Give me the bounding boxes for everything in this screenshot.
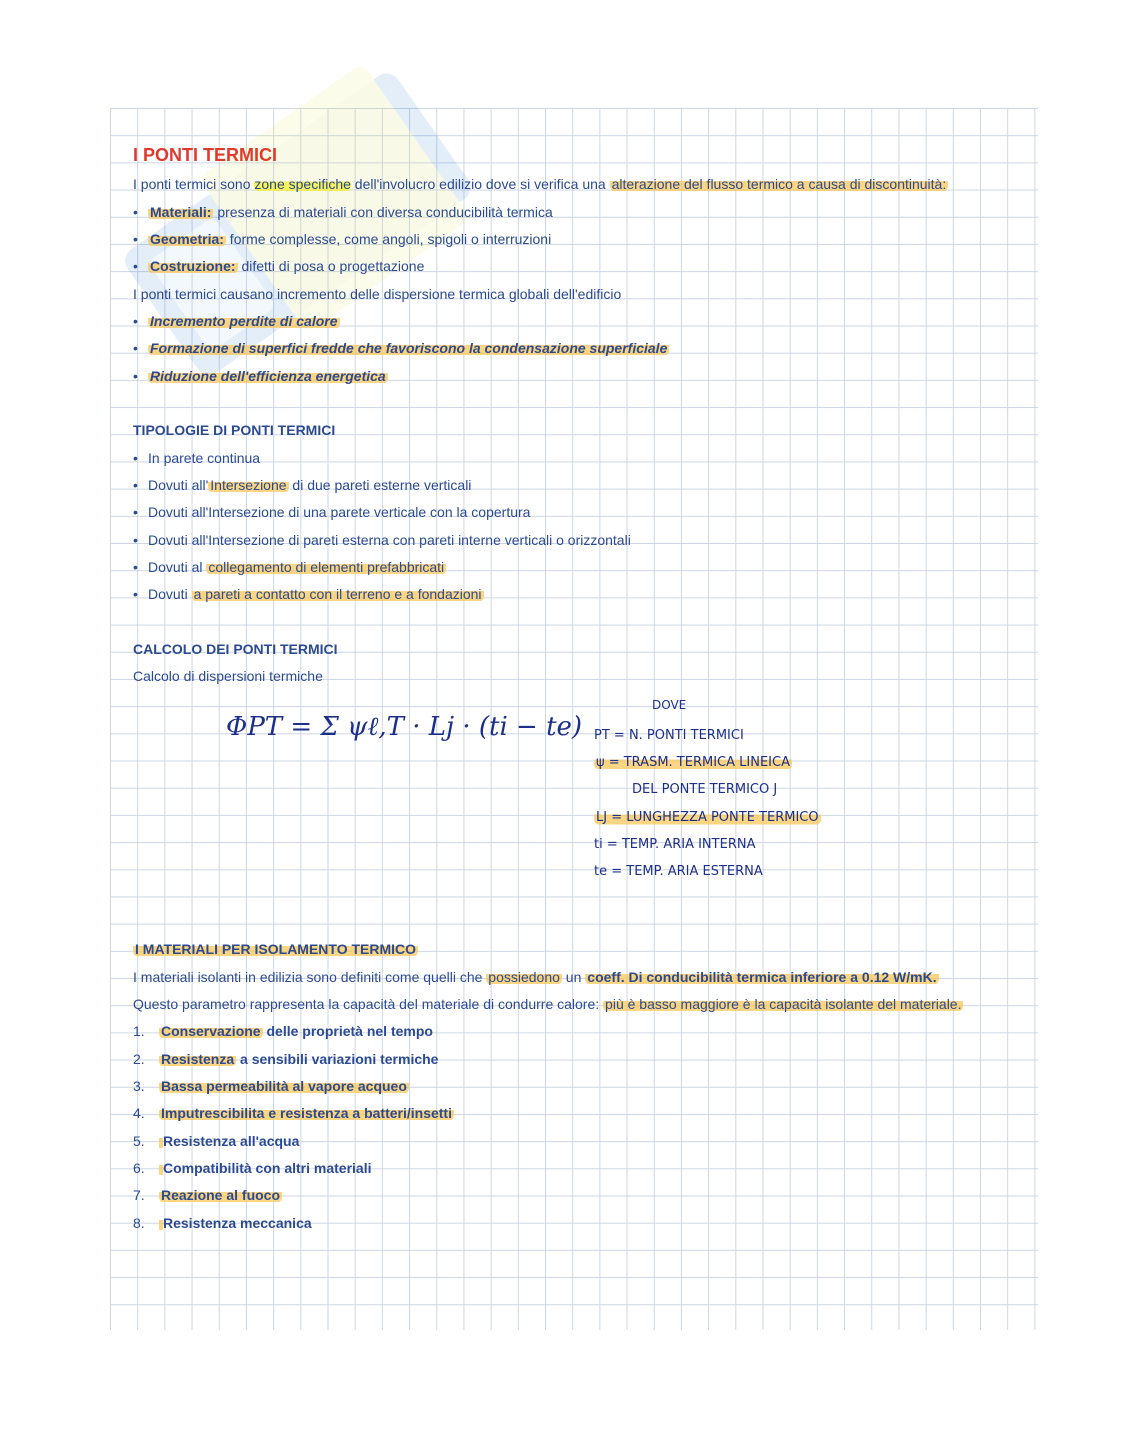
type-item: • In parete continua [133, 450, 261, 466]
requirement-item: 7. Reazione al fuoco [133, 1187, 281, 1203]
calc-intro: Calcolo di dispersioni termiche [133, 668, 323, 684]
type-item: • Dovuti all'Intersezione di pareti esterna con pareti interne verticali o orizzontali [133, 532, 631, 548]
handwritten-formula: ΦPT = Σ ψℓ,T · Lj · (ti − te) [226, 712, 583, 742]
requirement-item: 5. Resistenza all'acqua [133, 1133, 300, 1149]
type-item: • Dovuti a pareti a contatto con il terreno e a fondazioni [133, 586, 482, 602]
materials-intro: I materiali isolanti in edilizia sono definiti come quelli che possiedono un coeff. Di conducibilità termica inferiore a 0.12 W/mK. [133, 969, 937, 985]
type-item: • Dovuti all' Intersezione di due pareti esterne verticali [133, 477, 472, 493]
intro-highlight-2: alterazione del flusso termico a causa di discontinuità: [611, 176, 947, 192]
handwritten-legend: PT = N. PONTI TERMICI ψ = TRASM. TERMICA LINEICA DEL PONTE TERMICO J LJ = LUNGHEZZA PONTE TERMICO ti = TEMP. ARIA INTERNA te = TEMP. ARIA ESTERNA [594, 728, 819, 880]
requirement-item: 2. Resistenza a sensibili variazioni termiche [133, 1051, 439, 1067]
cause-item: • Materiali: presenza di materiali con diversa conducibilità termica [133, 204, 553, 220]
types-heading: TIPOLOGIE DI PONTI TERMICI [133, 422, 336, 438]
intro-highlight-1: zone specifiche [254, 176, 351, 192]
calc-heading: CALCOLO DEI PONTI TERMICI [133, 641, 338, 657]
requirement-item: 4. Imputrescibilita e resistenza a batteri/insetti [133, 1105, 452, 1121]
requirement-item: 3. Bassa permeabilità al vapore acqueo [133, 1078, 407, 1094]
cause-item: • Geometria: forme complesse, come angoli, spigoli o interruzioni [133, 231, 552, 247]
requirement-item: 1. Conservazione delle proprietà nel tempo [133, 1023, 433, 1039]
intro-paragraph [133, 175, 948, 193]
page-title: I PONTI TERMICI [133, 145, 277, 165]
effect-item: • Incremento perdite di calore [133, 313, 338, 329]
materials-desc: Questo parametro rappresenta la capacità del materiale di condurre calore: più è basso maggiore è la capacità isolante del materiale. [133, 996, 962, 1012]
handwritten-dove: DOVE [652, 698, 687, 712]
materials-heading: I MATERIALI PER ISOLAMENTO TERMICO [135, 941, 417, 957]
type-item: • Dovuti all'Intersezione di una parete verticale con la copertura [133, 504, 531, 520]
effects-intro: I ponti termici causano incremento delle dispersione termica globali dell'edificio [133, 286, 622, 302]
cause-item: • Costruzione: difetti di posa o progettazione [133, 258, 425, 274]
effect-item: • Riduzione dell'efficienza energetica [133, 368, 386, 384]
requirement-item: 6. Compatibilità con altri materiali [133, 1160, 372, 1176]
requirement-item: 8. Resistenza meccanica [133, 1215, 312, 1231]
intro-text-mid: dell'involucro edilizio dove si verifica una [350, 176, 610, 192]
type-item: • Dovuti al collegamento di elementi prefabbricati [133, 559, 445, 575]
effect-item: • Formazione di superfici fredde che favoriscono la condensazione superficiale [133, 340, 668, 356]
intro-text: I ponti termici sono [133, 176, 255, 192]
